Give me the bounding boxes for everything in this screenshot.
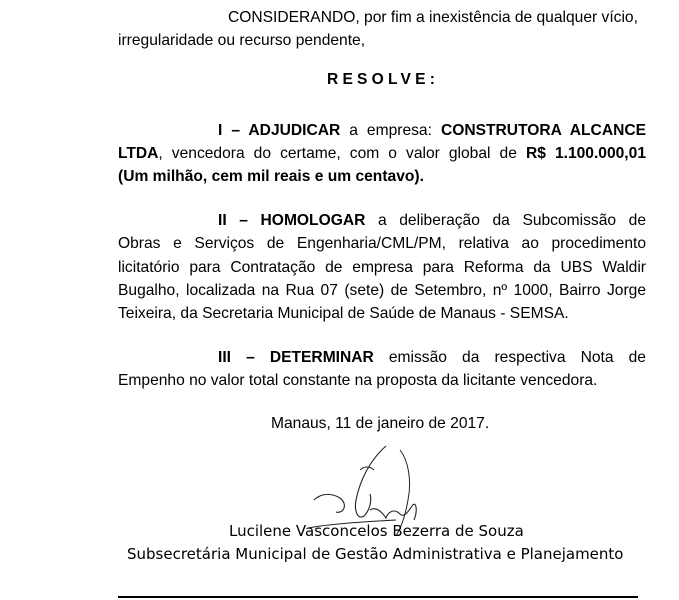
item-3-line-2: Empenho no valor total constante na proposta da licitante vencedora. bbox=[118, 372, 598, 389]
item-2-line-1 bbox=[218, 211, 646, 231]
date-place: Manaus, 11 de janeiro de 2017. bbox=[271, 415, 490, 432]
item-1-company-2: LTDA bbox=[118, 145, 159, 162]
item-1-value: R$ 1.100.000,01 bbox=[525, 145, 646, 162]
item-1-line-3 bbox=[118, 167, 424, 187]
item-3-prefix: III – DETERMINAR bbox=[218, 349, 374, 366]
item-1-prefix: I – ADJUDICAR bbox=[218, 122, 341, 139]
item-1-value-words: (Um milhão, cem mil reais e um centavo). bbox=[118, 168, 424, 185]
item-2-prefix: II – HOMOLOGAR bbox=[218, 212, 366, 229]
bottom-rule bbox=[118, 596, 638, 598]
considerando-line-1: CONSIDERANDO, por fim a inexistência de qualquer vício, bbox=[228, 9, 638, 26]
item-2-line-5: Teixeira, da Secretaria Municipal de Saúde de Manaus - SEMSA. bbox=[118, 305, 569, 322]
item-1-line-1 bbox=[218, 121, 646, 141]
item-1-text-2: , vencedora do certame, com o valor global de bbox=[158, 145, 526, 162]
item-2-line-2: Obras e Serviços de Engenharia/CML/PM, relativa ao procedimento bbox=[118, 235, 646, 252]
signatory-name: Lucilene Vasconcelos Bezerra de Souza bbox=[229, 522, 524, 540]
item-2-line-3: licitatório para Contratação de empresa para Reforma da UBS Waldir bbox=[118, 259, 646, 276]
signatory-title: Subsecretária Municipal de Gestão Administrativa e Planejamento bbox=[127, 545, 624, 563]
considerando-line-2: irregularidade ou recurso pendente, bbox=[118, 32, 366, 49]
item-1-company: CONSTRUTORA ALCANCE bbox=[440, 122, 647, 139]
item-3-line-1-rest: emissão da respectiva Nota de bbox=[373, 349, 646, 366]
item-1-text-1: a empresa: bbox=[340, 122, 441, 139]
item-3-line-1 bbox=[218, 348, 646, 368]
item-1-line-2 bbox=[118, 144, 646, 164]
resolve-heading: RESOLVE: bbox=[327, 71, 440, 88]
item-2-line-1-rest: a deliberação da Subcomissão de bbox=[365, 212, 646, 229]
item-2-line-4: Bugalho, localizada na Rua 07 (sete) de Setembro, nº 1000, Bairro Jorge bbox=[118, 282, 646, 299]
